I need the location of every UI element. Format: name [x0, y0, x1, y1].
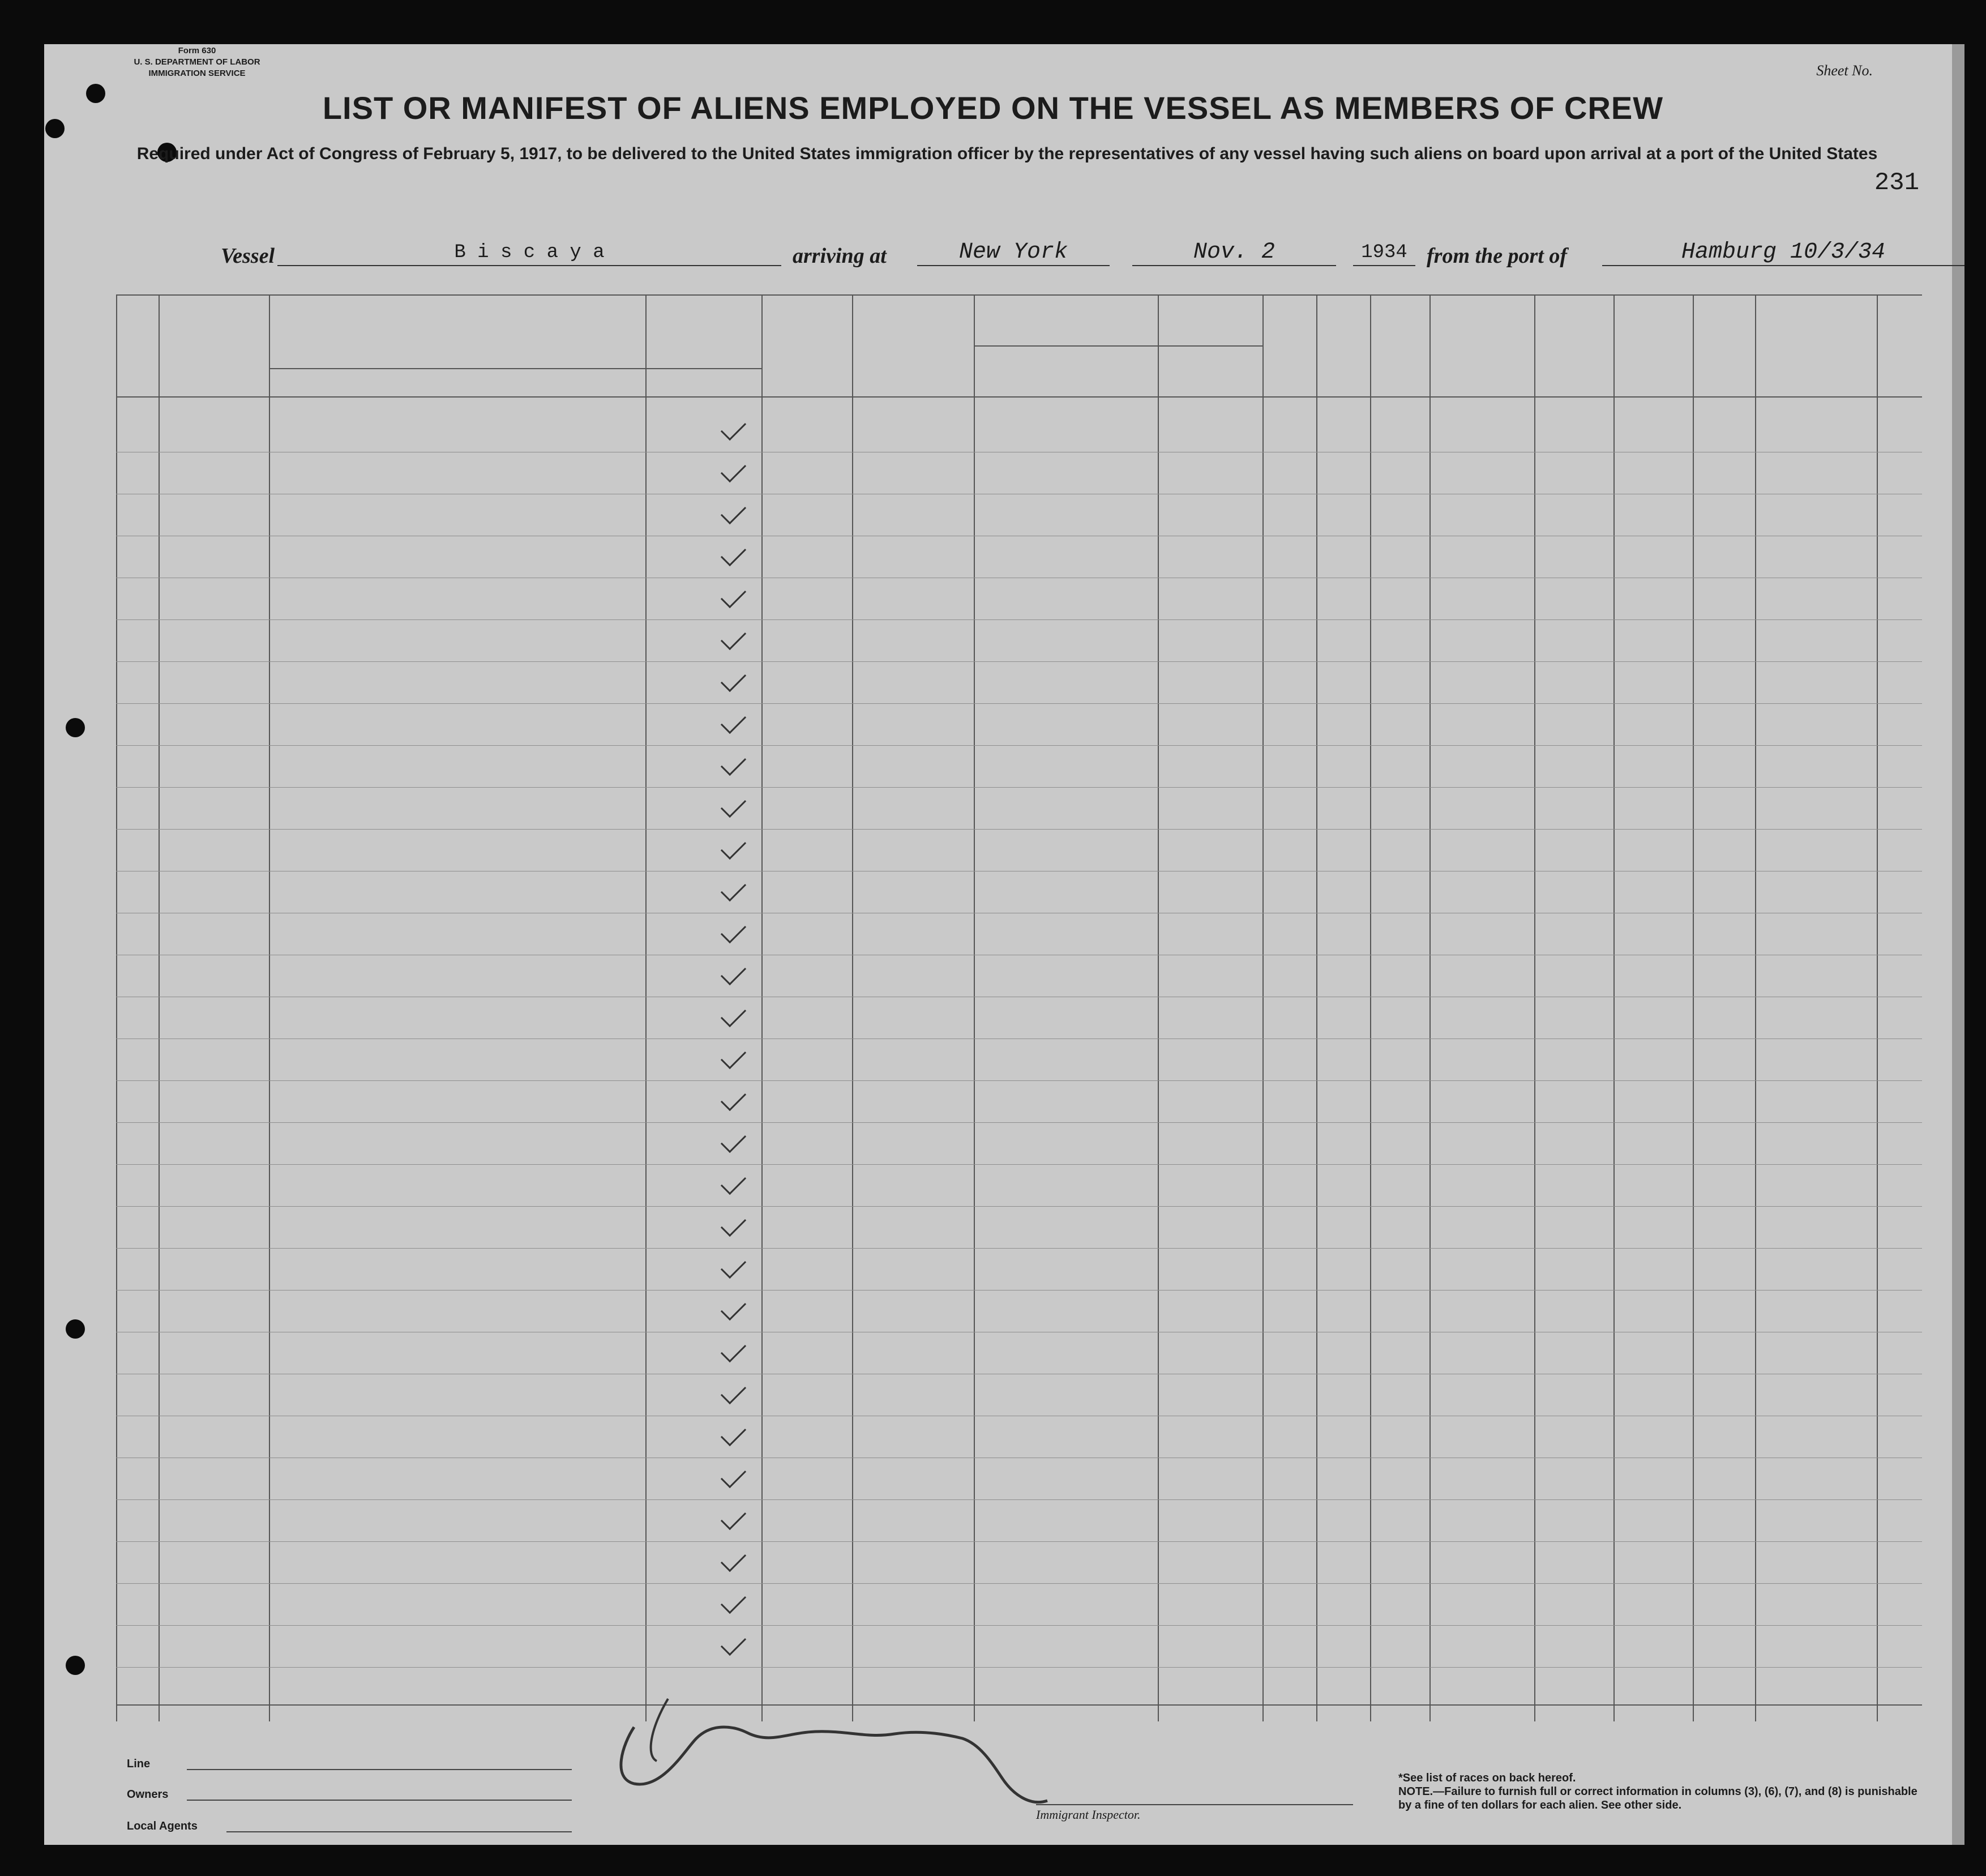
vessel-name-field: B i s c a y a	[277, 232, 781, 266]
page-edge	[1952, 44, 1964, 1845]
check-mark	[721, 708, 746, 734]
sheet-number-label: Sheet No.	[1816, 62, 1873, 79]
from-port-field: Hamburg 10/3/34	[1602, 232, 1964, 266]
column-divider	[974, 294, 975, 1721]
check-mark	[721, 1546, 746, 1572]
check-mark	[721, 792, 746, 818]
row-rule	[116, 1248, 1922, 1249]
shipped-subheader-rule	[974, 345, 1262, 347]
column-divider	[1877, 294, 1878, 1721]
check-mark	[721, 499, 746, 524]
check-mark	[721, 1505, 746, 1530]
name-subheader-rule	[269, 368, 761, 369]
row-rule	[116, 619, 1922, 620]
column-divider	[1316, 294, 1317, 1721]
check-mark	[721, 1463, 746, 1488]
service-name: IMMIGRATION SERVICE	[148, 69, 246, 78]
local-agents-underline	[226, 1831, 572, 1832]
check-mark	[721, 1337, 746, 1362]
punch-hole	[66, 1656, 85, 1675]
races-note: *See list of races on back hereof.	[1398, 1772, 1576, 1784]
column-divider	[852, 294, 853, 1721]
owners-underline	[187, 1800, 572, 1801]
form-identifier	[101, 45, 293, 79]
column-divider	[159, 294, 160, 1721]
row-rule	[116, 1541, 1922, 1542]
column-divider	[1613, 294, 1615, 1721]
arrival-year-field: 1934	[1353, 232, 1415, 266]
check-mark	[721, 1588, 746, 1614]
check-mark	[721, 666, 746, 692]
check-mark	[721, 583, 746, 608]
column-divider	[1693, 294, 1694, 1721]
check-mark	[721, 918, 746, 943]
row-rule	[116, 1122, 1922, 1123]
fine-note: NOTE.—Failure to furnish full or correct information in columns (3), (6), (7), and (8) is punishable by a fine of ten dollars for each alien. See other side.	[1398, 1785, 1917, 1811]
row-rule	[116, 1499, 1922, 1500]
check-mark	[721, 1253, 746, 1279]
check-mark	[721, 1169, 746, 1195]
vessel-info-line	[181, 232, 1886, 272]
column-divider	[1262, 294, 1264, 1721]
crew-table	[116, 294, 1922, 1721]
check-mark	[721, 415, 746, 441]
column-divider	[269, 294, 270, 1721]
owners-label: Owners	[127, 1788, 169, 1801]
row-rule	[116, 661, 1922, 662]
line-label: Line	[127, 1758, 151, 1770]
row-rule	[116, 787, 1922, 788]
check-mark	[721, 1044, 746, 1069]
check-mark	[721, 960, 746, 985]
row-rule	[116, 703, 1922, 704]
arrival-date-field: Nov. 2	[1132, 232, 1336, 266]
check-mark	[721, 625, 746, 650]
arriving-label: arriving at	[793, 244, 887, 268]
check-mark	[721, 750, 746, 776]
row-rule	[116, 1206, 1922, 1207]
punch-hole	[66, 718, 85, 737]
inspector-signature	[600, 1665, 1076, 1812]
row-rule	[116, 745, 1922, 746]
check-mark	[721, 1002, 746, 1027]
column-divider	[761, 294, 763, 1721]
check-mark	[721, 876, 746, 901]
header-bottom-rule	[116, 396, 1922, 398]
department-name: U. S. DEPARTMENT OF LABOR	[134, 57, 260, 67]
check-mark	[721, 1379, 746, 1404]
column-divider	[1755, 294, 1756, 1721]
check-mark	[721, 1630, 746, 1656]
vessel-label: Vessel	[221, 244, 275, 268]
column-divider	[1158, 294, 1159, 1721]
check-mark	[721, 1295, 746, 1321]
stamped-page-number: 231	[1874, 169, 1919, 197]
column-divider	[1429, 294, 1431, 1721]
check-mark	[721, 1127, 746, 1153]
row-rule	[116, 1583, 1922, 1584]
row-rule	[116, 1080, 1922, 1081]
line-underline	[187, 1769, 572, 1770]
inspector-underline	[1036, 1804, 1353, 1805]
local-agents-label: Local Agents	[127, 1820, 198, 1832]
check-mark	[721, 834, 746, 860]
punch-hole	[66, 1319, 85, 1339]
row-rule	[116, 1625, 1922, 1626]
check-mark	[721, 1086, 746, 1111]
form-number: Form 630	[178, 46, 216, 55]
immigrant-inspector-label: Immigrant Inspector.	[1036, 1807, 1141, 1822]
check-mark	[721, 1421, 746, 1446]
arriving-port-field: New York	[917, 232, 1110, 266]
row-rule	[116, 829, 1922, 830]
check-mark	[721, 541, 746, 566]
column-divider	[645, 294, 647, 1721]
page-title: LIST OR MANIFEST OF ALIENS EMPLOYED ON THE VESSEL AS MEMBERS OF CREW	[322, 90, 1664, 126]
page-subtitle: Required under Act of Congress of February 5, 1917, to be delivered to the United States immigration officer by the representatives of any vessel having such aliens on board upon arrival at a port of the United States	[136, 144, 1878, 163]
column-divider	[116, 294, 117, 1721]
footer-notes	[1398, 1771, 1931, 1812]
row-rule	[116, 1164, 1922, 1165]
table-top-rule	[116, 294, 1922, 296]
column-divider	[1534, 294, 1535, 1721]
from-port-label: from the port of	[1427, 244, 1568, 268]
column-divider	[1370, 294, 1371, 1721]
check-mark	[721, 1211, 746, 1237]
check-mark	[721, 457, 746, 482]
